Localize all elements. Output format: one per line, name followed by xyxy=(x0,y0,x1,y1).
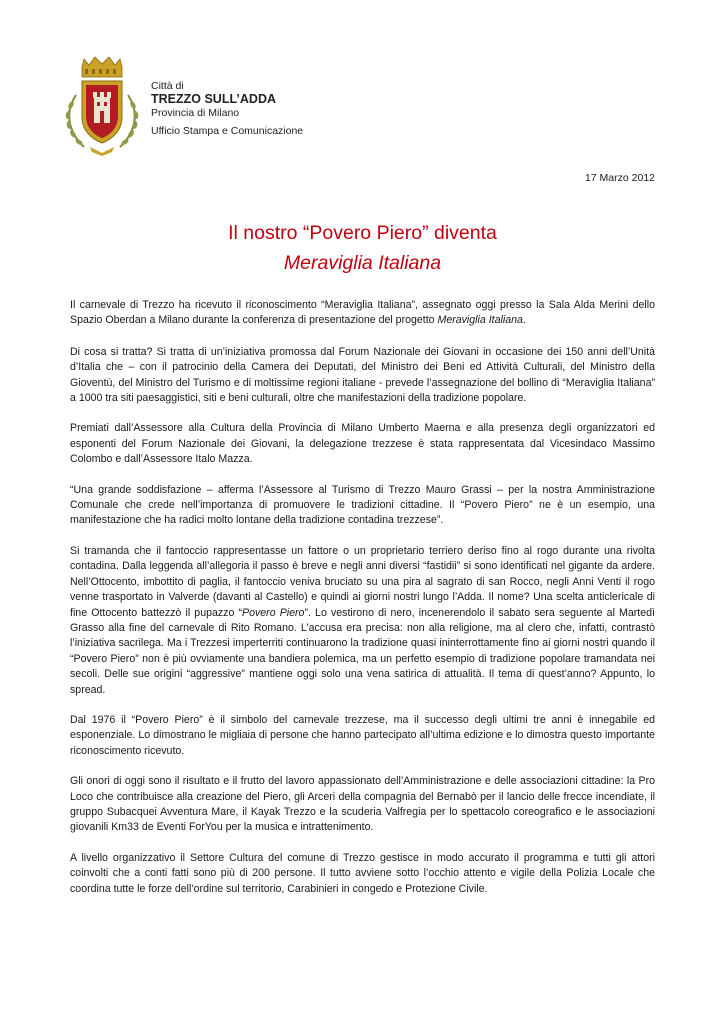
paragraph-text: Povero Piero xyxy=(242,606,305,619)
letterhead xyxy=(151,80,303,137)
paragraph-6 xyxy=(70,713,655,759)
paragraph-text: Meraviglia Italiana xyxy=(437,314,523,327)
title-line-1: Il nostro “Povero Piero” diventa xyxy=(228,222,497,244)
document-date: 17 Marzo 2012 xyxy=(584,172,655,184)
paragraph-7 xyxy=(70,774,655,836)
paragraph-text: “Una grande soddisfazione – afferma l’Assessore al Turismo di Trezzo Mauro Grassi – per la nostra Amministrazione Comunale che crede nell’importanza di promuovere le tradizioni cittadine. Il “Povero Piero” ne è un esempio, una manifestazione che ha radici molto lontane della tradizione contadina trezzese”. xyxy=(70,483,655,527)
paragraph-5 xyxy=(70,544,655,698)
city-prefix: Città di xyxy=(151,80,184,92)
paragraph-3 xyxy=(70,421,655,467)
paragraph-4 xyxy=(70,483,655,529)
city-crest-icon xyxy=(62,55,142,157)
office-name: Ufficio Stampa e Comunicazione xyxy=(151,125,304,137)
paragraph-text: Si tramanda che il fantoccio rappresentasse un fattore o un proprietario terriero deriso fino al rogo durante una rivolta contadina. Dalla leggenda all’allegoria il passo è breve e negli anni diversi “fastidii” si sono identificati nel gigante da ardere. Nell’Ottocento, imbottito di paglia, il fantoccio veniva bruciato su una pira al sagrato di san Rocco, negli Anni Venti il rogo venne trasportato in Valverde (davanti al Castello) e quindi ai giorni nostri lungo l’Adda. Il nome? Una scelta anticlericale di fine Ottocento battezzò il pupazzo “ xyxy=(70,544,655,619)
title-line-2: Meraviglia Italiana xyxy=(283,252,442,274)
paragraph-text: Premiati dall’Assessore alla Cultura della Provincia di Milano Umberto Maerna e alla presenza degli organizzatori ed esponenti del Forum Nazionale dei Giovani, la delegazione trezzese è stata rappresentata dal Vicesindaco Massimo Colombo e dall’Assessore Italo Mazza. xyxy=(70,422,655,466)
paragraph-text: Di cosa si tratta? Si tratta di un’iniziativa promossa dal Forum Nazionale dei Giovani in occasione dei 150 anni dell’Unità d’Italia che – con il patrocinio della Camera dei Deputati, del Ministro dei Beni ed Attività Culturali, del Ministro della Gioventù, del Ministro del Turismo e di moltissime regioni italiane - prevede l’assegnazione del bollino di “Meraviglia Italiana” a 1000 tra siti paesaggistici, siti e beni culturali, oltre che manifestazioni della tradizione popolare. xyxy=(70,345,655,405)
document-title xyxy=(0,218,725,278)
paragraph-8 xyxy=(70,851,655,897)
paragraph-1 xyxy=(70,298,655,329)
paragraph-2 xyxy=(70,345,655,407)
paragraph-text: ”. Lo vestirono di nero, incenerendolo il sabato sera seguente al Martedì Grasso alla fine del carnevale di Rito Romano. L’accusa era precisa: non alla religione, ma al clero che, infatti, contrastò l’iniziativa sacrilega. Ma i Trezzesi imperterriti continuarono la tradizione quasi ininterrottamente fino ai giorni nostri quando il “Povero Piero” non è più ovviamente una bandiera polemica, ma un perfetto esempio di tradizione popolare tramandata nei secoli. Delle sue origini “aggressive” mantiene oggi solo una vena satirica di attualità. Il tema di quest’anno? Appunto, lo spread. xyxy=(70,606,655,696)
paragraph-text: Il carnevale di Trezzo ha ricevuto il riconoscimento “Meraviglia Italiana”, assegnato oggi presso la Sala Alda Merini dello Spazio Oberdan a Milano durante la conferenza di presentazione del progetto xyxy=(70,299,655,327)
paragraph-text: . xyxy=(522,314,526,327)
paragraph-text: Gli onori di oggi sono il risultato e il frutto del lavoro appassionato dell’Amministrazione e delle associazioni cittadine: la Pro Loco che contribuisce alla creazione del Piero, gli Arceri della compagnia del Bernabò per il lancio delle frecce incendiate, il gruppo Subacquei Avventura Mare, il Kayak Trezzo e la scuderia Valfregia per lo spettacolo coreografico e le associazioni giovanili Km33 de Eventi ForYou per la musica e intrattenimento. xyxy=(70,775,655,834)
paragraph-text: A livello organizzativo il Settore Cultura del comune di Trezzo gestisce in modo accurato il programma e tutti gli attori coinvolti che a conti fatti sono più di 200 persone. Il tutto avviene sotto l’occhio attento e vigile della Polizia Locale che coordina tutte le forze dell’ordine sul territorio, Carabinieri in congedo e Protezione Civile. xyxy=(70,851,655,895)
province-name: Provincia di Milano xyxy=(151,107,240,119)
paragraph-text: Dal 1976 il “Povero Piero” è il simbolo del carnevale trezzese, ma il successo degli ultimi tre anni è innegabile ed esponenziale. Lo dimostrano le migliaia di persone che hanno partecipato all’ultima edizione e lo dimostra questo importante riconoscimento ricevuto. xyxy=(70,713,655,757)
document-body xyxy=(70,298,655,912)
city-name: TREZZO SULL’ADDA xyxy=(151,92,276,106)
